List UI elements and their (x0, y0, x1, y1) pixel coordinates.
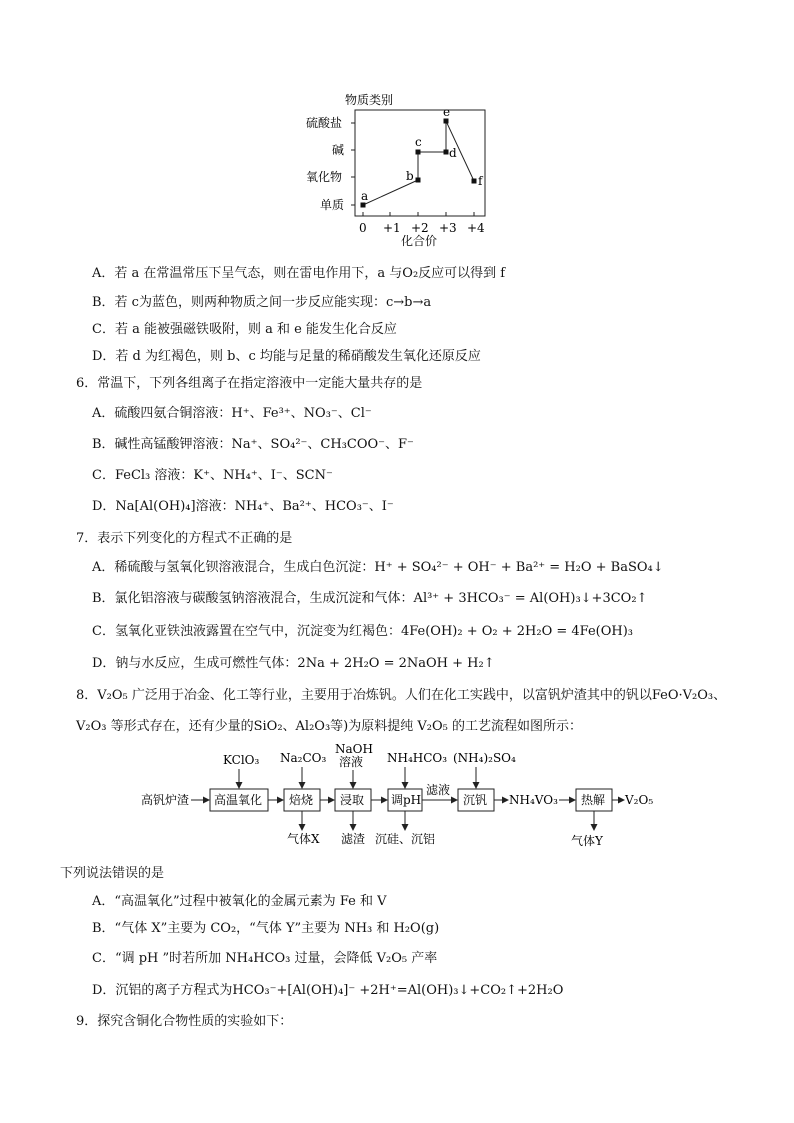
flow-box-label: 焙烧 (289, 793, 314, 807)
flow-input-label: NaOH (335, 742, 373, 756)
ytick-label: 氧化物 (306, 170, 343, 184)
q8-option-c: C．“调 pH ”时若所加 NH₄HCO₃ 过量，会降低 V₂O₅ 产率 (92, 951, 438, 966)
point-label: f (478, 174, 483, 188)
flow-output-label: 沉硅、沉铝 (375, 832, 436, 846)
q8-option-b: B．“气体 X”主要为 CO₂，“气体 Y”主要为 NH₃ 和 H₂O(g) (92, 921, 440, 936)
point-c (416, 150, 421, 155)
flow-box-label: 调pH (391, 793, 422, 807)
q9-stem: 9．探究含铜化合物性质的实验如下： (76, 1014, 293, 1029)
q6-option-c: C．FeCl₃ 溶液：K⁺、NH₄⁺、I⁻、SCN⁻ (92, 468, 333, 483)
q7-option-c: C．氢氧化亚铁浊液露置在空气中，沉淀变为红褐色：4Fe(OH)₂ + O₂ + 2H₂O = 4Fe(OH)₃ (92, 624, 634, 639)
valence-category-graph (295, 88, 505, 250)
point-label: a (361, 189, 369, 203)
xtick-label: 0 (359, 221, 367, 235)
graph-xlabel: 化合价 (401, 234, 438, 248)
flow-mid-label-filtrate: 滤液 (426, 783, 451, 797)
xtick-label: +3 (439, 221, 457, 235)
point-f (472, 179, 477, 184)
q7-option-a: A．稀硫酸与氢氧化钡溶液混合，生成白色沉淀：H⁺ + SO₄²⁻ + OH⁻ + Ba²⁺ = H₂O + BaSO₄↓ (92, 560, 664, 575)
flow-input-label: Na₂CO₃ (280, 751, 327, 765)
flow-output-label: 气体X (287, 832, 320, 846)
xtick-label: +2 (411, 221, 429, 235)
flow-input-label: (NH₄)₂SO₄ (453, 751, 516, 765)
xtick-label: +1 (383, 221, 401, 235)
point-a (361, 203, 366, 208)
q7-option-b: B．氯化铝溶液与碳酸氢钠溶液混合，生成沉淀和气体：Al³⁺ + 3HCO₃⁻ = Al(OH)₃↓+3CO₂↑ (92, 591, 648, 606)
point-label: e (443, 105, 451, 119)
q8-stem-line1: 8．V₂O₅ 广泛用于冶金、化工等行业，主要用于冶炼钒。人们在化工实践中，以富钒炉渣其中的钒以FeO·V₂O₃、 (76, 688, 727, 703)
graph-line (363, 121, 474, 205)
flow-box-label: 高温氧化 (214, 793, 263, 807)
q6-option-b: B．碱性高锰酸钾溶液：Na⁺、SO₄²⁻、CH₃COO⁻、F⁻ (92, 437, 414, 452)
q7-stem: 7．表示下列变化的方程式不正确的是 (76, 531, 293, 546)
graph-ylabel: 物质类别 (345, 93, 394, 107)
ytick-label: 单质 (320, 198, 345, 212)
q6-stem: 6．常温下，下列各组离子在指定溶液中一定能大量共存的是 (76, 376, 423, 391)
q5-option-a: A．若 a 在常温常压下呈气态，则在雷电作用下，a 与O₂反应可以得到 f (92, 266, 506, 281)
flow-end-label: V₂O₅ (625, 793, 654, 807)
flow-input-label: KClO₃ (223, 753, 260, 767)
flow-box-label: 沉钒 (463, 793, 488, 807)
q5-option-d: D．若 d 为红褐色，则 b、c 均能与足量的稀硝酸发生氧化还原反应 (92, 349, 481, 364)
q8-ask: 下列说法错误的是 (60, 866, 165, 881)
flow-output-label: 滤渣 (341, 832, 366, 846)
q6-option-a: A．硫酸四氨合铜溶液：H⁺、Fe³⁺、NO₃⁻、Cl⁻ (92, 406, 372, 421)
q5-option-c: C．若 a 能被强磁铁吸附，则 a 和 e 能发生化合反应 (92, 322, 397, 337)
point-label: c (415, 135, 422, 149)
xtick-label: +4 (467, 221, 485, 235)
point-d (444, 150, 449, 155)
point-e (444, 119, 449, 124)
point-label: d (449, 146, 457, 160)
point-label: b (406, 169, 414, 183)
flow-output-label: 气体Y (571, 834, 603, 848)
ytick-label: 硫酸盐 (306, 116, 343, 130)
process-flow-diagram (135, 742, 665, 854)
q5-option-b: B．若 c为蓝色，则两种物质之间一步反应能实现：c→b→a (92, 295, 432, 310)
q8-option-a: A．“高温氧化”过程中被氧化的金属元素为 Fe 和 V (92, 894, 387, 909)
flow-input-label: 溶液 (339, 755, 364, 769)
flow-mid-label-nh4vo3: NH₄VO₃ (509, 793, 558, 807)
q6-option-d: D．Na[Al(OH)₄]溶液：NH₄⁺、Ba²⁺、HCO₃⁻、I⁻ (92, 499, 394, 514)
flow-box-label: 浸取 (340, 793, 365, 807)
q7-option-d: D．钠与水反应，生成可燃性气体：2Na + 2H₂O = 2NaOH + H₂↑ (92, 656, 495, 671)
ytick-label: 碱 (332, 143, 345, 157)
q8-option-d: D．沉铝的离子方程式为HCO₃⁻+[Al(OH)₄]⁻ +2H⁺=Al(OH)₃↓+CO₂↑+2H₂O (92, 983, 564, 998)
flow-start-label: 高钒炉渣 (141, 793, 190, 807)
flow-input-label: NH₄HCO₃ (387, 751, 448, 765)
q8-stem-line2: V₂O₃ 等形式存在，还有少量的SiO₂、Al₂O₃等)为原料提纯 V₂O₅ 的工艺流程如图所示： (76, 719, 582, 734)
flow-box-label: 热解 (581, 793, 606, 807)
point-b (416, 178, 421, 183)
